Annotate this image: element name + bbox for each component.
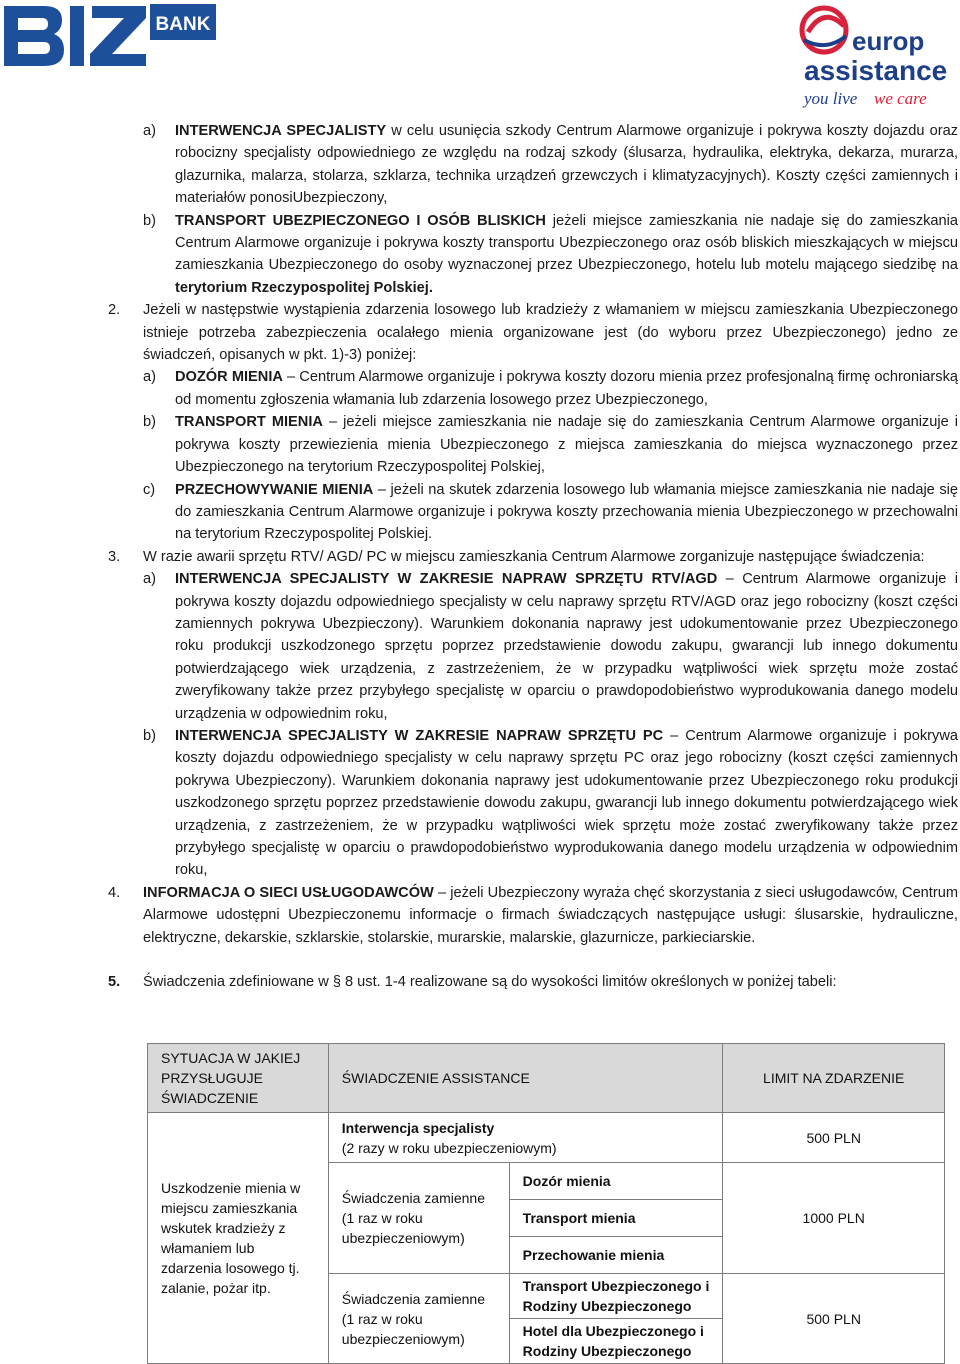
item-title: PRZECHOWYWANIE MIENIA	[175, 481, 374, 498]
page-header	[0, 0, 960, 118]
item-text: w celu usunięcia szkody Centrum Alarmowe organizuje i pokrywa koszty dojazdu oraz robocizny specjalisty odpowiedniego ze względu na rodzaj szkody (ślusarza, hydraulika, elektryka, dekarza, murarza, glazurnika, malarza, stolarza, szklarza, technika urządzeń grzewczych i klimatyzacyjnych). Koszty części zamiennych i materiałów ponosiUbezpieczony,	[175, 123, 958, 207]
limit-cell: 500 PLN	[723, 1113, 945, 1163]
limit-cell: 500 PLN	[723, 1274, 945, 1364]
benefit-note: (2 razy w roku ubezpieczeniowym)	[341, 1139, 557, 1156]
situation-cell: Uszkodzenie mienia w miejscu zamieszkania wskutek kradzieży z włamaniem lub zdarzenia losowego tj. zalanie, pożar itp.	[148, 1113, 329, 1364]
item-2c	[108, 479, 958, 546]
paragraph-number: 5.	[108, 974, 121, 991]
paragraph-text: W razie awarii sprzętu RTV/ AGD/ PC w miejscu zamieszkania Centrum Alarmowe zorganizuje następujące świadczenia:	[143, 548, 925, 565]
item-text: – jeżeli na skutek zdarzenia losowego lub włamania miejsce zamieszkania nie nadaje się do zamieszkania Centrum Alarmowe organizuje i pokrywa koszty przechowania mienia Ubezpieczonego w przechowalni na terytorium Rzeczypospolitej Polskiej.	[175, 481, 958, 543]
spacer	[108, 949, 958, 971]
assistance-word: assistance	[804, 55, 948, 86]
europ-assistance-logo	[790, 0, 950, 116]
limits-table	[147, 1043, 945, 1364]
bizbank-logo	[0, 0, 220, 72]
benefit-item: Hotel dla Ubezpieczonego i Rodziny Ubezpieczonego	[522, 1323, 704, 1359]
europ-word: europ	[852, 26, 925, 56]
item-label: a)	[143, 369, 156, 386]
paragraph-number: 3.	[108, 548, 121, 565]
limit-cell: 1000 PLN	[723, 1163, 945, 1274]
paragraph-text: Jeżeli w następstwie wystąpienia zdarzenia losowego lub kradzieży z włamaniem w miejscu zamieszkania Ubezpieczonego istnieje potrzeba zabezpieczenia ocalałego mienia organizowane jest (do wyboru przez Ubezpieczonego) jedno ze świadczeń, opisanych w pkt. 1)-3) poniżej:	[143, 302, 958, 364]
header-limit: LIMIT NA ZDARZENIE	[723, 1044, 945, 1113]
item-title: DOZÓR MIENIA	[175, 369, 283, 386]
benefit-item: Przechowanie mienia	[522, 1247, 665, 1263]
item-label: a)	[143, 571, 156, 588]
tagline-we-care: we care	[874, 89, 927, 108]
benefit-group: Świadczenia zamienne (1 raz w roku ubezpieczeniowym)	[328, 1274, 509, 1364]
item-text: – Centrum Alarmowe organizuje i pokrywa koszty dojazdu odpowiedniego specjalisty w celu naprawy sprzętu PC oraz jego robocizny (koszt części zamiennych pokrywa Ubezpieczony). Warunkiem dokonania naprawy jest udokumentowanie przez Ubezpieczonego roku produkcji uszkodzonego sprzętu poprzez przedstawienie dowodu zakupu, gwarancji lub innego dokumentu potwierdzającego wiek urządzenia, z zastrzeżeniem, że w przypadku wątpliwości wiek sprzętu może zostać zweryfikowany także przez przybyłego specjalistę w oparciu o prawdopodobieństwo wyprodukowania danego modelu urządzenia w odpowiednim roku,	[175, 727, 958, 879]
item-1b	[108, 210, 958, 300]
paragraph-3	[108, 546, 958, 568]
header-situation: SYTUACJA W JAKIEJ PRZYSŁUGUJE ŚWIADCZENIE	[148, 1044, 329, 1113]
tagline-you-live: you live	[804, 89, 858, 108]
bank-word: BANK	[155, 14, 211, 35]
item-label: b)	[143, 414, 156, 431]
benefit-item: Dozór mienia	[522, 1173, 611, 1189]
paragraph-2	[108, 299, 958, 366]
item-title: INTERWENCJA SPECJALISTY	[175, 123, 387, 139]
item-1a	[108, 120, 958, 210]
paragraph-text: – jeżeli Ubezpieczony wyraża chęć skorzystania z sieci usługodawców, Centrum Alarmowe udostępni Ubezpieczonemu informacje o firmach świadczących następujące usługi: ślusarskie, hydrauliczne, elektryczne, dekarskie, szklarskie, stolarskie, murarskie, malarskie, glazurnicze, parkieciarskie.	[143, 884, 958, 946]
item-text: – jeżeli miejsce zamieszkania nie nadaje się do zamieszkania Centrum Alarmowe organizuje i pokrywa koszty przewiezienia mienia Ubezpieczonego z miejsca zamieszkania do miejsca wyznaczonego przez Ubezpieczonego na terytorium Rzeczypospolitej Polskiej,	[175, 414, 958, 476]
table-header-row	[148, 1044, 945, 1113]
item-3b	[108, 725, 958, 882]
table-row	[148, 1113, 945, 1163]
item-title: INTERWENCJA SPECJALISTY W ZAKRESIE NAPRAW SPRZĘTU PC	[175, 727, 664, 744]
item-2a	[108, 366, 958, 411]
benefit-item: Transport mienia	[522, 1210, 636, 1226]
item-2b	[108, 411, 958, 478]
paragraph-4	[108, 882, 958, 949]
header-benefit: ŚWIADCZENIE ASSISTANCE	[328, 1044, 723, 1113]
benefit-item: Transport Ubezpieczonego i Rodziny Ubezpieczonego	[522, 1278, 710, 1314]
paragraph-text: Świadczenia zdefiniowane w § 8 ust. 1-4 realizowane są do wysokości limitów określonych w poniżej tabeli:	[143, 974, 837, 991]
item-label: b)	[143, 727, 156, 744]
item-text: – Centrum Alarmowe organizuje i pokrywa koszty dojazdu odpowiedniego specjalisty w celu naprawy sprzętu RTV/AGD oraz jego robocizny (koszt części zamiennych pokrywa Ubezpieczony). Warunkiem dokonania naprawy jest udokumentowanie przez Ubezpieczonego roku produkcji uszkodzonego sprzętu poprzez przedstawienie dowodu zakupu, gwarancji lub innego dokumentu potwierdzającego wiek urządzenia, z zastrzeżeniem, że w przypadku wątpliwości wiek sprzętu może zostać zweryfikowany także przez przybyłego specjalistę w oparciu o prawdopodobieństwo wyprodukowania danego modelu urządzenia w odpowiednim roku,	[175, 571, 958, 722]
item-text: – Centrum Alarmowe organizuje i pokrywa koszty dozoru mienia przez profesjonalną firmę ochroniarską od momentu zgłoszenia włamania lub zdarzenia losowego przez Ubezpieczonego,	[175, 369, 958, 408]
benefit-title: Interwencja specjalisty	[341, 1119, 495, 1136]
benefit-group: Świadczenia zamienne (1 raz w roku ubezpieczeniowym)	[328, 1163, 509, 1274]
item-title: TRANSPORT UBEZPIECZONEGO I OSÓB BLISKICH	[175, 212, 546, 229]
item-bold-end: terytorium Rzeczypospolitej Polskiej.	[175, 279, 433, 296]
paragraph-title: INFORMACJA O SIECI USŁUGODAWCÓW	[143, 884, 434, 901]
item-title: INTERWENCJA SPECJALISTY W ZAKRESIE NAPRAW SPRZĘTU RTV/AGD	[175, 571, 718, 588]
item-text: jeżeli miejsce zamieszkania nie nadaje się do zamieszkania Centrum Alarmowe organizuje i pokrywa koszty transportu Ubezpieczonego oraz osób bliskich mieszkających w miejscu zamieszkania Ubezpieczonego do osoby wyznaczonej przez Ubezpieczonego, hotelu lub motelu mającego siedzibę na	[175, 212, 959, 274]
document-body	[108, 118, 958, 993]
item-label: a)	[143, 123, 156, 139]
paragraph-number: 4.	[108, 884, 121, 901]
paragraph-number: 2.	[108, 302, 121, 319]
paragraph-5	[108, 971, 958, 993]
item-title: TRANSPORT MIENIA	[175, 414, 323, 431]
item-label: c)	[143, 481, 156, 498]
item-label: b)	[143, 212, 156, 229]
item-3a	[108, 568, 958, 725]
